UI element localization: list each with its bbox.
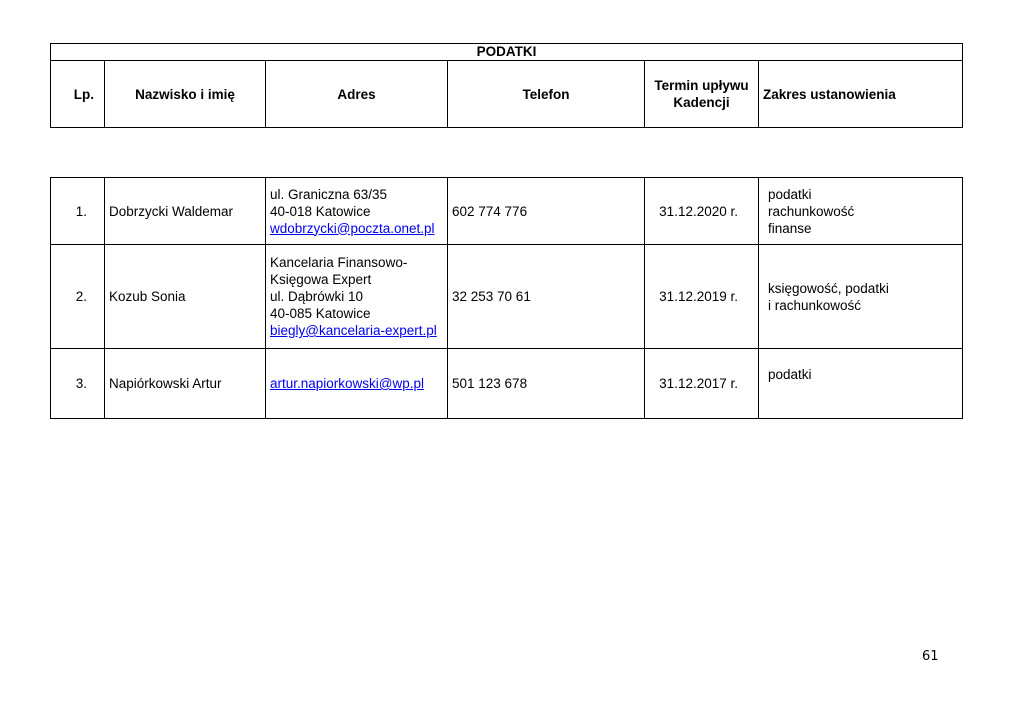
col-header-phone: Telefon xyxy=(448,61,645,128)
section-title: PODATKI xyxy=(51,44,963,61)
row-address xyxy=(266,178,448,245)
address-line: ul. Graniczna 63/35 xyxy=(270,186,388,202)
row-scope xyxy=(759,245,963,349)
scope-line: księgowość, podatki xyxy=(768,280,889,296)
header-table xyxy=(50,43,963,128)
address-line: 40-085 Katowice xyxy=(270,306,371,321)
scope-line: i rachunkowość xyxy=(768,297,862,313)
row-scope xyxy=(759,178,963,245)
table-row xyxy=(51,178,963,245)
row-phone: 501 123 678 xyxy=(448,349,645,419)
row-term: 31.12.2019 r. xyxy=(645,245,759,349)
row-name: Napiórkowski Artur xyxy=(105,349,266,419)
row-lp: 1. xyxy=(51,178,105,245)
row-phone: 32 253 70 61 xyxy=(448,245,645,349)
row-address xyxy=(266,245,448,349)
page-number: 61 xyxy=(922,649,939,664)
row-scope xyxy=(759,349,963,419)
row-name: Kozub Sonia xyxy=(105,245,266,349)
scope-line: finanse xyxy=(768,220,812,236)
address-line: Księgowa Expert xyxy=(270,272,372,287)
row-lp: 2. xyxy=(51,245,105,349)
scope-line: podatki xyxy=(768,367,812,382)
scope-line: rachunkowość xyxy=(768,203,855,219)
col-header-scope: Zakres ustanowienia xyxy=(759,61,963,128)
table-row xyxy=(51,349,963,419)
address-line: Kancelaria Finansowo- xyxy=(270,255,408,270)
row-phone: 602 774 776 xyxy=(448,178,645,245)
address-line: 40-018 Katowice xyxy=(270,203,371,219)
address-line: ul. Dąbrówki 10 xyxy=(270,289,364,304)
row-address xyxy=(266,349,448,419)
row-lp: 3. xyxy=(51,349,105,419)
email-link[interactable]: artur.napiorkowski@wp.pl xyxy=(270,376,425,391)
col-header-name: Nazwisko i imię xyxy=(105,61,266,128)
col-header-lp: Lp. xyxy=(51,61,105,128)
column-header-row xyxy=(51,61,963,128)
col-header-term-line2: Kadencji xyxy=(673,95,730,110)
row-term: 31.12.2017 r. xyxy=(645,349,759,419)
col-header-term xyxy=(645,61,759,128)
email-link[interactable]: wdobrzycki@poczta.onet.pl xyxy=(270,220,435,236)
col-header-term-line1: Termin upływu xyxy=(654,78,749,93)
data-table xyxy=(50,177,963,419)
col-header-address: Adres xyxy=(266,61,448,128)
row-term: 31.12.2020 r. xyxy=(645,178,759,245)
title-row xyxy=(51,44,963,61)
email-link[interactable]: biegly@kancelaria-expert.pl xyxy=(270,323,437,338)
table-row xyxy=(51,245,963,349)
scope-line: podatki xyxy=(768,186,812,202)
row-name: Dobrzycki Waldemar xyxy=(105,178,266,245)
